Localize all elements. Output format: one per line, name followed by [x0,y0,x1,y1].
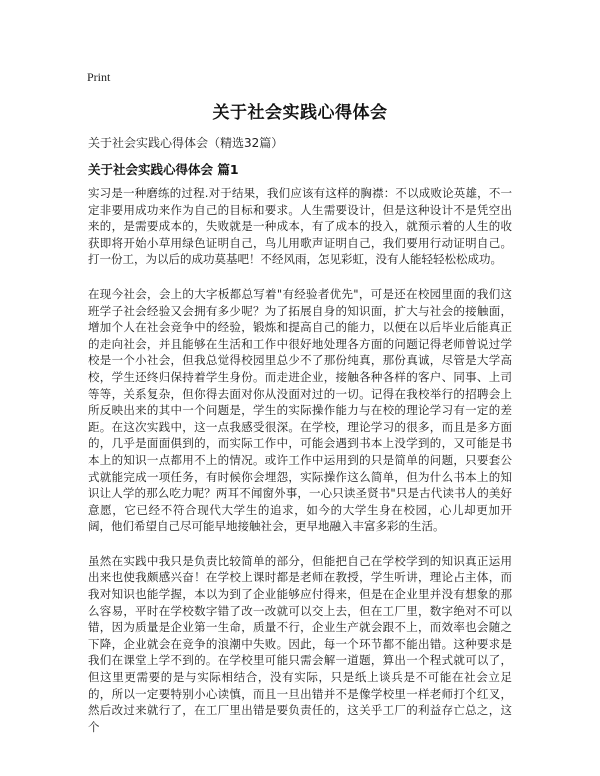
paragraph-3: 虽然在实践中我只是负责比较简单的部分，但能把自己在学校学到的知识真正运用出来也使我颇感兴奋！在学校上课时都是老师在教授，学生听讲，理论占主体，而我对知识也能学握，本以为到了企业能够应付得来，但是在企业里并没有想象的那么容易，平时在学校数字错了改一改就可以交上去，但在工厂里，数字绝对不可以错，因为质量是企业第一生命，质量不行，企业生产就会跟不上，而效率也会随之下降，企业就会在竞争的浪潮中失败。因此，每一个环节都不能出错。这种要求是我们在课堂上学不到的。在学校里可能只需会解一道题，算出一个程式就可以了，但这里更需要的是与实际相结合，没有实际，只是纸上谈兵是不可能在社会立足的，所以一定要特别小心读慎，而且一旦出错并不是像学校里一样老师打个红叉，然后改过来就行了，在工厂里出错是要负责任的，这关乎工厂的利益存亡总之，这个 [88,553,512,734]
section-heading: 关于社会实践心得体会 篇1 [88,162,239,177]
document-title: 关于社会实践心得体会 [212,103,388,123]
paragraph-2: 在现今社会，会上的大字板都总写着"有经验者优先"，可是还在校园里面的我们这班学子社会经验又会拥有多少呢？为了拓展自身的知识面，扩大与社会的接触面，增加个人在社会竞争中的经验，锻炼和提高自己的能力，以便在以后毕业后能真正的走向社会，并且能够在生活和工作中很好地处理各方面的问题记得老师曾说过学校是一个小社会，但我总觉得校园里总少不了那份纯真，那份真诚，尽管是大学高校，学生还终归保持着学生身份。而走进企业，接触各种各样的客户、同事、上司等等，关系复杂，但你得去面对你从没面对过的一切。记得在我校举行的招聘会上所反映出来的其中一个问题是，学生的实际操作能力与在校的理论学习有一定的差距。在这次实践中，这一点我感受很深。在学校，理论学习的很多，而且是多方面的，几乎是面面俱到的，而实际工作中，可能会遇到书本上没学到的，又可能是书本上的知识一点都用不上的情况。或许工作中运用到的只是简单的问题，只要套公式就能完成一项任务，有时候你会埋怨，实际操作这么简单，但为什么书本上的知识让人学的那么吃力呢？两耳不闻窗外事，一心只读圣贤书"只是古代读书人的美好意愿，它已经不符合现代大学生的追求，如今的大学生身在校园，心儿却更加开阔，他们希望自己尽可能早地接触社会，更早地融入丰富多彩的生活。 [88,286,512,534]
document-subtitle: 关于社会实践心得体会（精选32篇） [88,136,284,150]
document-body [88,185,512,753]
paragraph-1: 实习是一种磨练的过程.对于结果，我们应该有这样的胸襟：不以成败论英雄，不一定非要用成功来作为自己的目标和要求。人生需要设计，但是这种设计不是凭空出来的，是需要成本的，失败就是一种成本，有了成本的投入，就预示着的人生的收获即将开始小草用绿色证明自己，鸟儿用歌声证明自己，我们要用行动证明自己。打一份工，为以后的成功莫基吧！不经风雨，怎见彩虹，没有人能轻轻松松成功。 [88,186,512,267]
print-link[interactable]: Print [87,70,111,84]
